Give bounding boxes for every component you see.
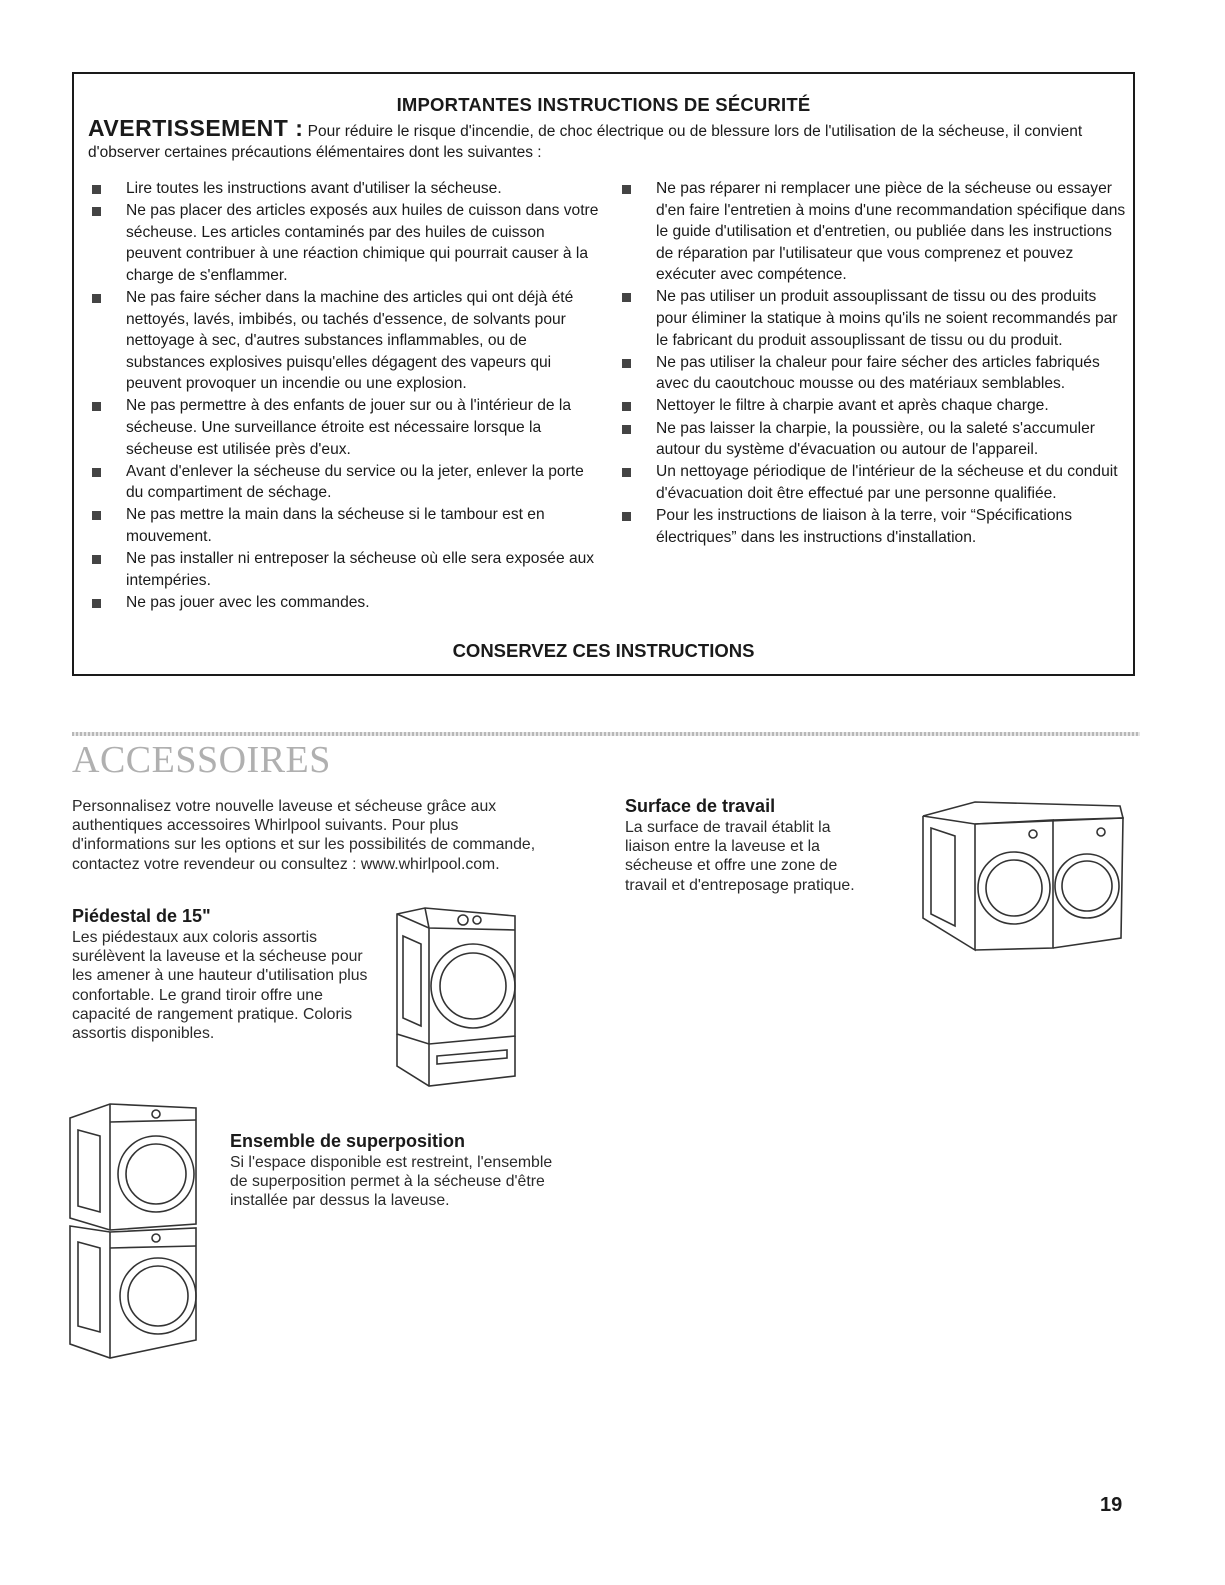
- pedestal-text: Les piédestaux aux coloris assortis surélèvent la laveuse et la sécheuse pour les amener à une hauteur d'utilisation plus confortable. Le grand tiroir offre une capacité de rangement pratique. Coloris assortis disponibles.: [72, 929, 368, 1043]
- section-divider: [72, 732, 1140, 736]
- warning-text: Pour réduire le risque d'incendie, de choc électrique ou de blessure lors de l'utilisation de la sécheuse, il convient d'observer certaines précautions élémentaires dont les suivantes :: [88, 123, 1083, 161]
- list-item: Lire toutes les instructions avant d'utiliser la sécheuse.: [92, 178, 602, 200]
- list-item: Nettoyer le filtre à charpie avant et après chaque charge.: [622, 395, 1128, 417]
- accessories-intro: Personnalisez votre nouvelle laveuse et sécheuse grâce aux authentiques accessoires Whirlpool suivants. Pour plus d'informations sur les options et sur les possibilités de commande, contactez votre revendeur ou consultez : www.whirlpool.com.: [72, 798, 536, 873]
- list-item: Ne pas jouer avec les commandes.: [92, 592, 602, 614]
- list-item: Ne pas mettre la main dans la sécheuse si le tambour est en mouvement.: [92, 504, 602, 547]
- stacking-kit-illustration: [60, 1100, 205, 1362]
- warning-word: AVERTISSEMENT :: [88, 115, 304, 141]
- list-item: Ne pas utiliser un produit assouplissant de tissu ou des produits pour éliminer la statique à moins qu'ils ne soient recommandés par le fabricant du produit assouplissant de tissu ou du produit.: [622, 286, 1128, 351]
- safety-list-right: [622, 178, 1128, 549]
- list-item: Un nettoyage périodique de l'intérieur de la sécheuse et du conduit d'évacuation doit être effectué par une personne qualifiée.: [622, 461, 1128, 504]
- worksurface-text: La surface de travail établit la liaison entre la laveuse et la sécheuse et offre une zone de travail et d'entreposage pratique.: [625, 819, 855, 894]
- list-item: Ne pas laisser la charpie, la poussière, ou la saleté s'accumuler autour du système d'évacuation ou autour de l'appareil.: [622, 418, 1128, 461]
- list-item: Ne pas placer des articles exposés aux huiles de cuisson dans votre sécheuse. Les articles contaminés par des huiles de cuisson peuvent contribuer à une réaction chimique qui pourrait causer à la charge de s'enflammer.: [92, 200, 602, 286]
- safety-title: IMPORTANTES INSTRUCTIONS DE SÉCURITÉ: [396, 94, 811, 115]
- safety-list-left: [92, 178, 602, 614]
- safety-instructions-box: [72, 72, 1135, 676]
- warning-intro: [88, 115, 1128, 163]
- list-item: Ne pas permettre à des enfants de jouer sur ou à l'intérieur de la sécheuse. Une surveillance étroite est nécessaire lorsque la sécheuse est utilisée près d'eux.: [92, 395, 602, 460]
- list-item: Ne pas faire sécher dans la machine des articles qui ont déjà été nettoyés, lavés, imbibés, ou tachés d'essence, de solvants pour nettoyage à sec, d'autres substances inflammables, ou de substances explosives puisqu'elles dégagent des vapeurs qui peuvent provoquer un incendie ou une explosion.: [92, 287, 602, 395]
- list-item: Ne pas réparer ni remplacer une pièce de la sécheuse ou essayer d'en faire l'entretien à moins d'une recommandation spécifique dans le guide d'utilisation et d'entretien, ou publiée dans les instructions de réparation par l'utilisateur que vous comprenez et pouvez exécuter avec compétence.: [622, 178, 1128, 286]
- pedestal-illustration: [385, 906, 520, 1092]
- worksurface-title: Surface de travail: [625, 796, 776, 816]
- list-item: Pour les instructions de liaison à la terre, voir “Spécifications électriques” dans les instructions d'installation.: [622, 505, 1128, 548]
- stacking-text: Si l'espace disponible est restreint, l'ensemble de superposition permet à la sécheuse d'être installée par dessus la laveuse.: [230, 1154, 553, 1210]
- stacking-title: Ensemble de superposition: [230, 1131, 466, 1151]
- save-instructions-title: CONSERVEZ CES INSTRUCTIONS: [452, 640, 755, 661]
- list-item: Ne pas utiliser la chaleur pour faire sécher des articles fabriqués avec du caoutchouc mousse ou des matériaux semblables.: [622, 352, 1128, 395]
- worksurface-illustration: [915, 798, 1130, 956]
- pedestal-title: Piédestal de 15": [72, 906, 211, 926]
- page-number: 19: [1100, 1494, 1123, 1516]
- accessories-title: ACCESSOIRES: [72, 739, 331, 781]
- list-item: Avant d'enlever la sécheuse du service ou la jeter, enlever la porte du compartiment de séchage.: [92, 461, 602, 504]
- list-item: Ne pas installer ni entreposer la sécheuse où elle sera exposée aux intempéries.: [92, 548, 602, 591]
